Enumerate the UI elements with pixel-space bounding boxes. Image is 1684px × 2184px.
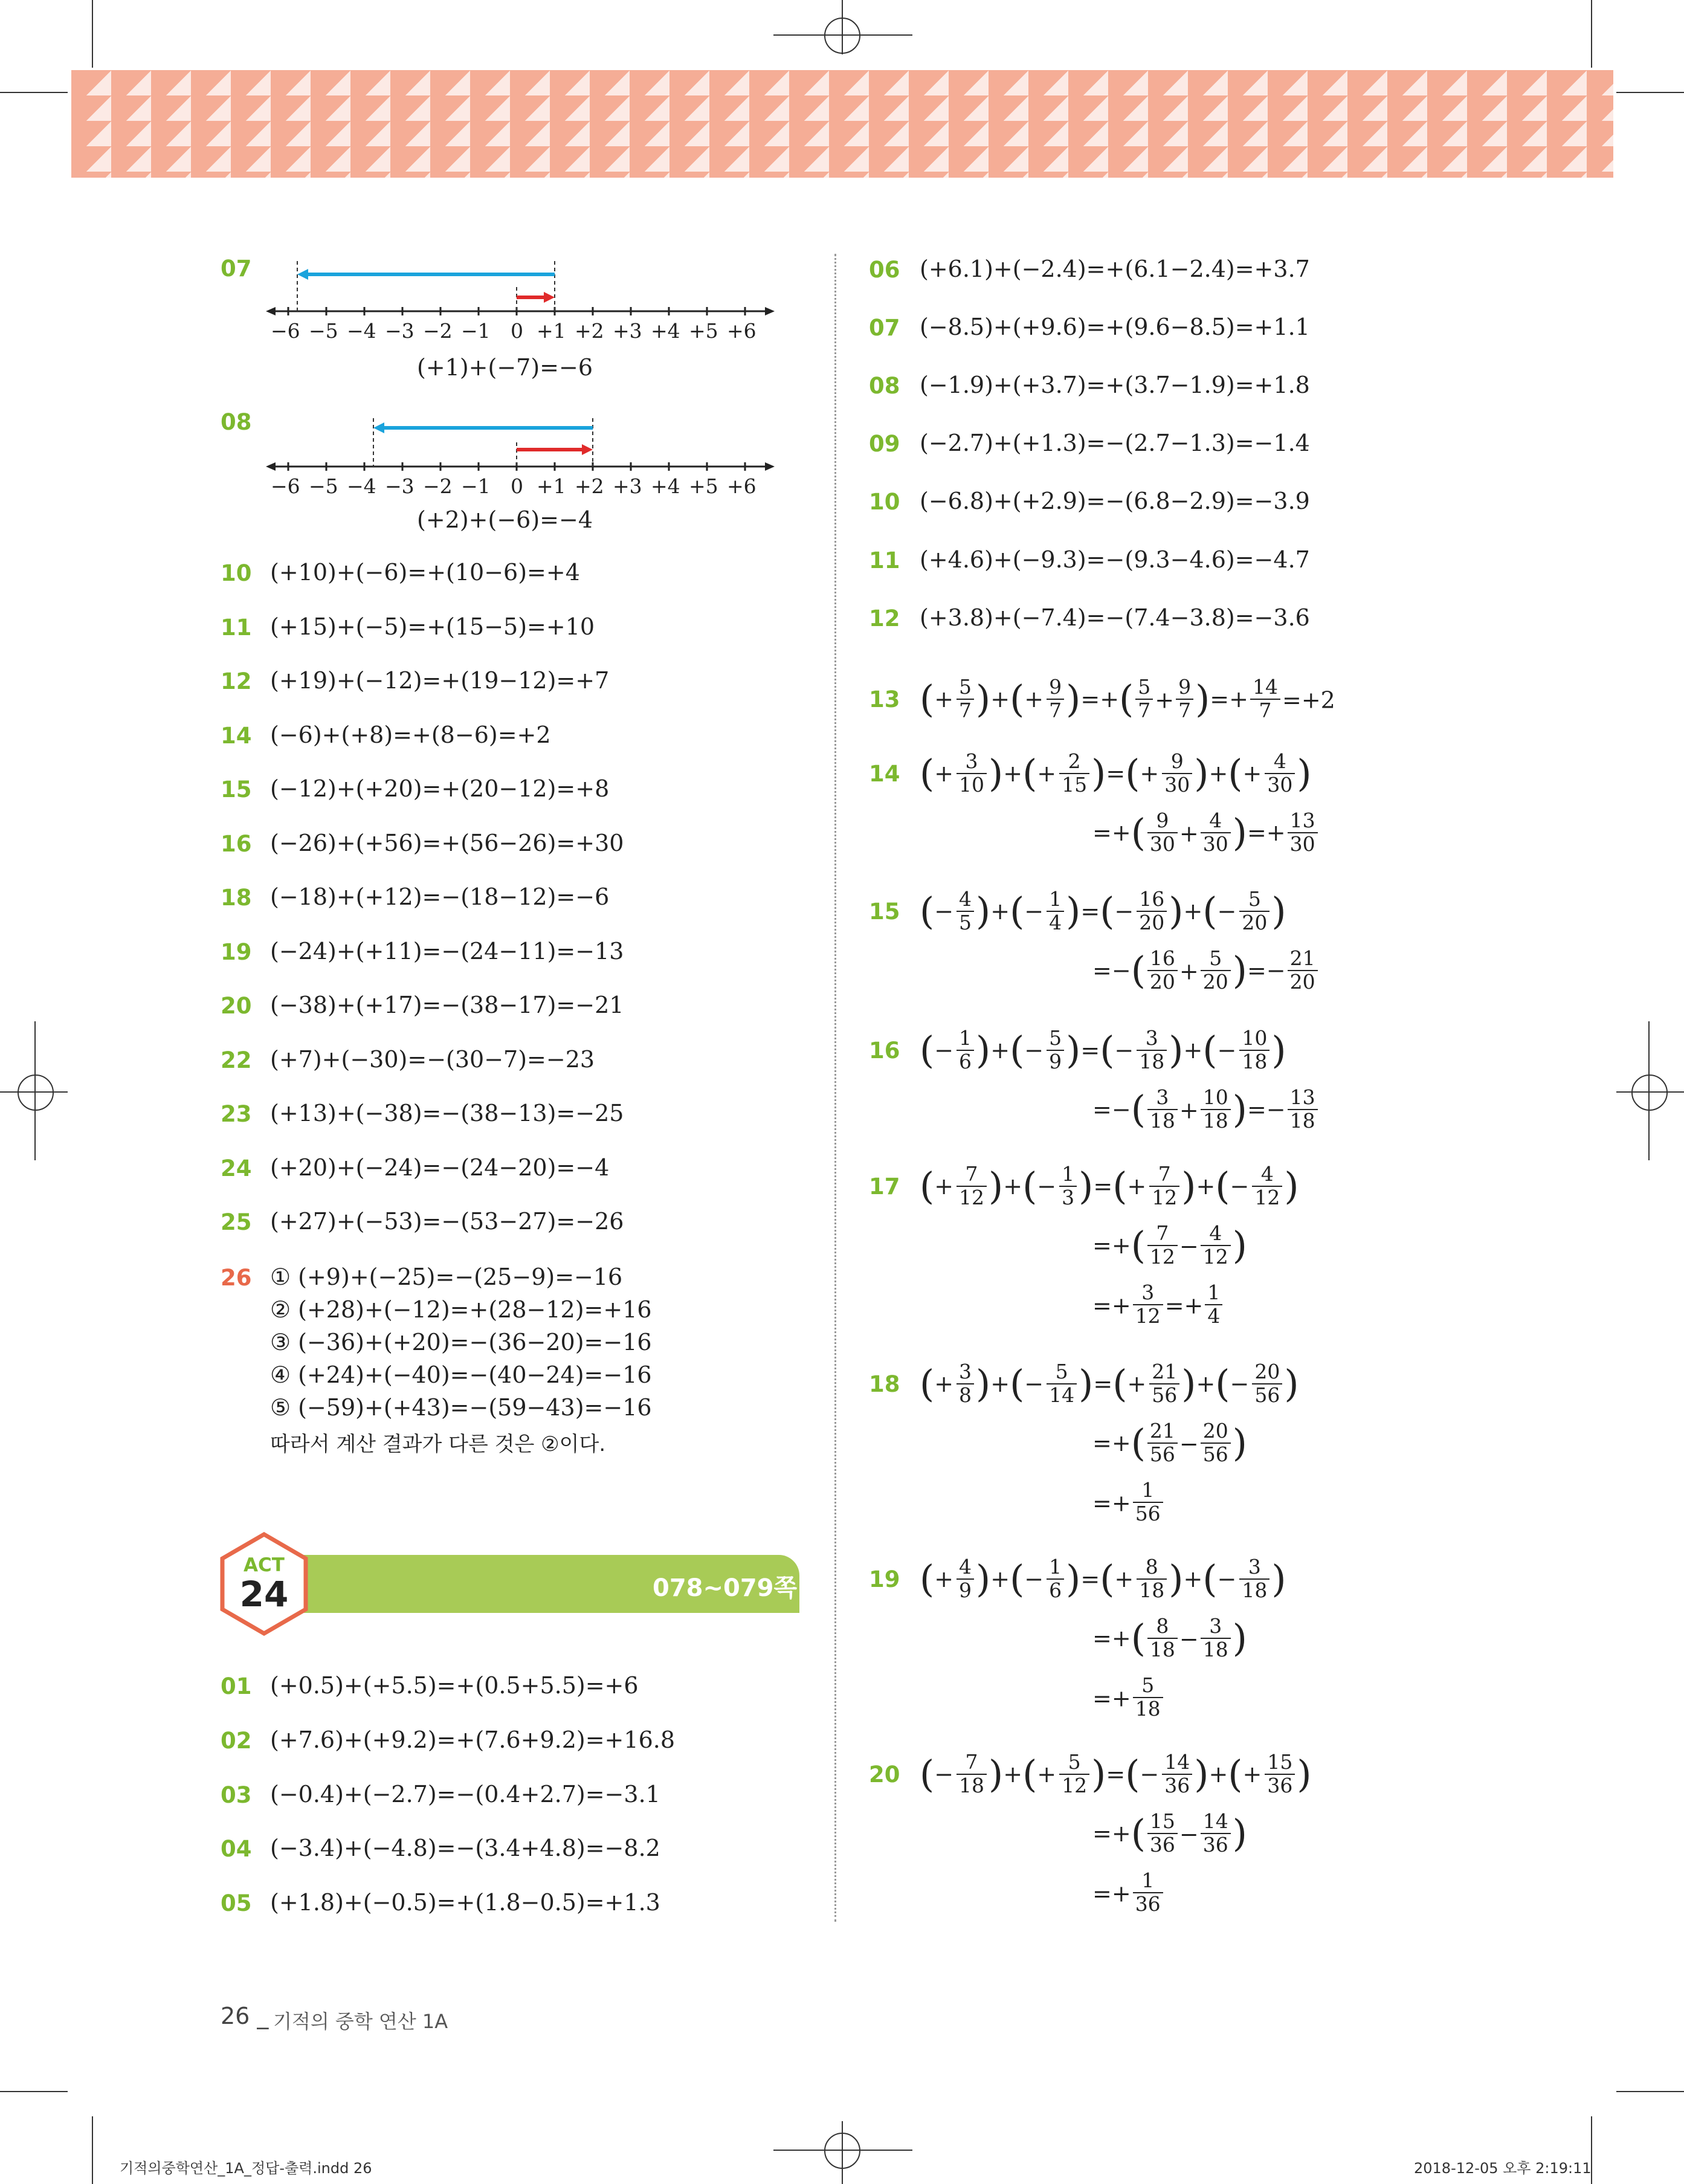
fraction-equation-line: ( + 7 12 )+( − 1 3 )=( + 7 12 )+( − 4 12 ) — [920, 1162, 1299, 1209]
problem-number: 04 — [221, 1836, 252, 1862]
fraction-equation-line: =+ 5 18 — [1092, 1670, 1165, 1725]
problem-number: 26 — [221, 1265, 252, 1291]
tick-labels: −6 −5 −4 −3 −2 −1 0 +1 +2 +3 +4 +5 +6 — [271, 319, 757, 343]
book-title: 기적의 중학 연산 1A — [273, 2010, 448, 2033]
problem-number: 09 — [869, 431, 900, 457]
equation: (+13)+(−38)=−(38−13)=−25 — [270, 1100, 624, 1126]
equation: (+1.8)+(−0.5)=+(1.8−0.5)=+1.3 — [270, 1889, 660, 1916]
equation: (+10)+(−6)=+(10−6)=+4 — [270, 559, 580, 586]
fraction: + 9 30 — [1140, 751, 1194, 795]
fraction: 10 18 — [1199, 1087, 1233, 1131]
fraction: + 5 12 — [1037, 1752, 1091, 1796]
fraction: + 15 36 — [1242, 1752, 1297, 1796]
problem-number: 25 — [221, 1209, 252, 1235]
fraction: − 1 3 — [1037, 1164, 1079, 1208]
fraction-equation-line: ( + 3 8 )+( − 5 14 )=( + 21 56 )+( − 20 56 ) — [920, 1360, 1299, 1407]
equation: (−2.7)+(+1.3)=−(2.7−1.3)=−1.4 — [920, 430, 1310, 456]
equation: (−8.5)+(+9.6)=+(9.6−8.5)=+1.1 — [920, 314, 1310, 340]
problem-number: 11 — [221, 615, 252, 641]
equation: (+20)+(−24)=−(24−20)=−4 — [270, 1154, 610, 1181]
option-line: ⑤ (−59)+(+43)=−(59−43)=−16 — [270, 1394, 652, 1421]
fraction: 1 56 — [1131, 1480, 1165, 1524]
problem-number: 01 — [221, 1673, 252, 1699]
fraction: 9 30 — [1146, 810, 1179, 855]
fraction-equation-line: ( − 1 6 )+( − 5 9 )=( − 3 18 )+( − 10 18 ) — [920, 1026, 1286, 1073]
fraction: 3 18 — [1146, 1087, 1179, 1131]
option-line: ① (+9)+(−25)=−(25−9)=−16 — [270, 1264, 623, 1290]
problem-number: 10 — [869, 489, 900, 515]
fraction-equation-line: =+( 8 18 − 3 18 ) — [1092, 1614, 1247, 1661]
problem-number: 08 — [869, 373, 900, 399]
equation: (−0.4)+(−2.7)=−(0.4+2.7)=−3.1 — [270, 1781, 660, 1808]
fraction: 8 18 — [1146, 1616, 1179, 1660]
problem-number: 20 — [869, 1762, 900, 1788]
header-banner — [71, 70, 1613, 178]
fraction-equation-line: =+( 9 30 + 4 30 )=+ 13 30 — [1092, 806, 1320, 860]
fraction: + 5 7 — [934, 677, 976, 721]
equation: (−38)+(+17)=−(38−17)=−21 — [270, 992, 624, 1018]
equation: (−18)+(+12)=−(18−12)=−6 — [270, 884, 610, 910]
problem-number: 19 — [221, 939, 252, 965]
problem-number: 13 — [869, 687, 900, 712]
fraction: 16 20 — [1146, 948, 1179, 992]
fraction: 4 30 — [1199, 810, 1233, 855]
column-divider — [834, 254, 836, 1922]
option-line: ④ (+24)+(−40)=−(40−24)=−16 — [270, 1362, 652, 1388]
fraction: 14 36 — [1199, 1811, 1233, 1855]
equation: (+7.6)+(+9.2)=+(7.6+9.2)=+16.8 — [270, 1727, 676, 1753]
fraction: + 2 15 — [1037, 751, 1091, 795]
problem-number: 24 — [221, 1155, 252, 1181]
fraction: 21 56 — [1146, 1421, 1179, 1465]
fraction: − 16 20 — [1114, 889, 1169, 933]
fraction: 1 4 — [1203, 1282, 1224, 1326]
fraction: − 14 36 — [1140, 1752, 1194, 1796]
fraction: − 3 18 — [1217, 1557, 1271, 1601]
fraction: 14 7 — [1248, 677, 1282, 721]
fraction-equation-line: =+ 1 56 — [1092, 1475, 1165, 1530]
option-line: ③ (−36)+(+20)=−(36−20)=−16 — [270, 1329, 652, 1355]
fraction: − 5 14 — [1024, 1362, 1079, 1406]
fraction-equation-line: ( + 4 9 )+( − 1 6 )=( + 8 18 )+( − 3 18 ) — [920, 1555, 1286, 1602]
equation: (−6)+(+8)=+(8−6)=+2 — [270, 722, 551, 748]
act-page-range: 078~079쪽 — [653, 1574, 798, 1602]
equation: (−26)+(+56)=+(56−26)=+30 — [270, 830, 624, 856]
act-label: ACT — [244, 1554, 285, 1576]
equation: (+6.1)+(−2.4)=+(6.1−2.4)=+3.7 — [920, 256, 1310, 282]
fraction: − 5 20 — [1217, 889, 1271, 933]
equation: (+7)+(−30)=−(30−7)=−23 — [270, 1046, 595, 1073]
fraction: 5 20 — [1199, 948, 1233, 992]
fraction: 13 30 — [1286, 810, 1320, 855]
fraction: 13 18 — [1286, 1087, 1320, 1131]
fraction: 1 36 — [1131, 1870, 1165, 1914]
problem-number: 05 — [221, 1890, 252, 1916]
problem-number: 19 — [869, 1566, 900, 1592]
option-line: ② (+28)+(−12)=+(28−12)=+16 — [270, 1296, 652, 1323]
fraction-equation-line: =+( 15 36 − 14 36 ) — [1092, 1809, 1247, 1856]
equation: (+19)+(−12)=+(19−12)=+7 — [270, 667, 610, 694]
problem-number: 18 — [869, 1371, 900, 1397]
caption: (+1)+(−7)=−6 — [417, 354, 593, 381]
fraction: − 20 56 — [1230, 1362, 1284, 1406]
fraction-equation-line: ( − 7 18 )+( + 5 12 )=( − 14 36 )+( + 15 36 ) — [920, 1750, 1312, 1797]
problem-number: 12 — [221, 668, 252, 694]
fraction: + 3 10 — [934, 751, 989, 795]
equation: (−24)+(+11)=−(24−11)=−13 — [270, 938, 624, 964]
equation: (−1.9)+(+3.7)=+(3.7−1.9)=+1.8 — [920, 372, 1310, 398]
file-slug: 기적의중학연산_1A_정답-출력.indd 26 — [120, 2160, 372, 2177]
fraction: − 3 18 — [1114, 1028, 1169, 1072]
fraction: + 4 30 — [1242, 751, 1297, 795]
fraction: + 7 12 — [1127, 1164, 1181, 1208]
problem-number: 14 — [869, 761, 900, 787]
problem-number: 15 — [221, 777, 252, 803]
fraction: + 9 7 — [1024, 677, 1066, 721]
fraction: + 3 8 — [934, 1362, 976, 1406]
fraction-equation-line: =+( 7 12 − 4 12 ) — [1092, 1221, 1247, 1268]
fraction: 4 12 — [1199, 1223, 1233, 1267]
print-timestamp: 2018-12-05 오후 2:19:11 — [1414, 2160, 1592, 2177]
fraction-equation-line: =−( 3 18 + 10 18 )=− 13 18 — [1092, 1082, 1320, 1137]
equation: (+4.6)+(−9.3)=−(9.3−4.6)=−4.7 — [920, 546, 1310, 573]
problem-number: 16 — [869, 1038, 900, 1064]
fraction: − 1 6 — [1024, 1557, 1066, 1601]
equation: (−3.4)+(−4.8)=−(3.4+4.8)=−8.2 — [270, 1835, 660, 1861]
fraction: − 7 18 — [934, 1752, 989, 1796]
fraction: − 1 6 — [934, 1028, 976, 1072]
fraction: 3 18 — [1199, 1616, 1233, 1660]
problem-number: 10 — [221, 560, 252, 586]
problem-number: 22 — [221, 1047, 252, 1073]
problem-number: 03 — [221, 1782, 252, 1808]
fraction: 7 12 — [1146, 1223, 1179, 1267]
fraction: + 8 18 — [1114, 1557, 1169, 1601]
problem-number: 11 — [869, 548, 900, 573]
fraction-equation-line: ( − 4 5 )+( − 1 4 )=( − 16 20 )+( − 5 20 ) — [920, 887, 1286, 934]
fraction-equation-line: ( + 5 7 )+( + 9 7 )=+( 5 7 + 9 7 )=+ 14 7 =+2 — [920, 675, 1335, 722]
fraction: 5 18 — [1131, 1675, 1165, 1719]
fraction: + 21 56 — [1127, 1362, 1181, 1406]
equation: (+0.5)+(+5.5)=+(0.5+5.5)=+6 — [270, 1672, 639, 1699]
fraction: 9 7 — [1174, 677, 1195, 721]
problem-number: 07 — [221, 256, 252, 282]
fraction-equation-line: ( + 3 10 )+( + 2 15 )=( + 9 30 )+( + 4 30 ) — [920, 749, 1312, 796]
fraction: + 4 9 — [934, 1557, 976, 1601]
fraction: 21 20 — [1286, 948, 1320, 992]
fraction-equation-line: =−( 16 20 + 5 20 )=− 21 20 — [1092, 943, 1320, 998]
fraction: − 10 18 — [1217, 1028, 1271, 1072]
tick-labels: −6 −5 −4 −3 −2 −1 0 +1 +2 +3 +4 +5 +6 — [271, 474, 757, 498]
fraction-equation-line: =+ 3 12 =+ 1 4 — [1092, 1278, 1224, 1332]
problem-number: 07 — [869, 315, 900, 341]
problem-number: 06 — [869, 257, 900, 283]
fraction: + 7 12 — [934, 1164, 989, 1208]
problem-number: 17 — [869, 1174, 900, 1200]
problem-number: 14 — [221, 723, 252, 749]
equation: (+15)+(−5)=+(15−5)=+10 — [270, 613, 595, 640]
problem-number: 08 — [221, 409, 252, 435]
equation: (+3.8)+(−7.4)=−(7.4−3.8)=−3.6 — [920, 604, 1310, 631]
equation: (−12)+(+20)=+(20−12)=+8 — [270, 775, 610, 802]
fraction: − 4 12 — [1230, 1164, 1284, 1208]
problem-number: 12 — [869, 606, 900, 632]
fraction-equation-line: =+ 1 36 — [1092, 1866, 1165, 1920]
page-number: 26 _ — [221, 2003, 269, 2029]
conclusion: 따라서 계산 결과가 다른 것은 ②이다. — [270, 1432, 606, 1456]
fraction: 3 12 — [1131, 1282, 1165, 1326]
caption: (+2)+(−6)=−4 — [417, 506, 593, 533]
problem-number: 16 — [221, 831, 252, 857]
equation: (−6.8)+(+2.9)=−(6.8−2.9)=−3.9 — [920, 488, 1310, 514]
problem-number: 02 — [221, 1728, 252, 1754]
fraction: 5 7 — [1134, 677, 1155, 721]
fraction: − 5 9 — [1024, 1028, 1066, 1072]
fraction-equation-line: =+( 21 56 − 20 56 ) — [1092, 1419, 1247, 1466]
problem-number: 18 — [221, 885, 252, 911]
fraction: 20 56 — [1199, 1421, 1233, 1465]
fraction: − 4 5 — [934, 889, 976, 933]
problem-number: 20 — [221, 993, 252, 1019]
equation: (+27)+(−53)=−(53−27)=−26 — [270, 1208, 624, 1235]
problem-number: 15 — [869, 899, 900, 925]
fraction: 15 36 — [1146, 1811, 1179, 1855]
fraction: − 1 4 — [1024, 889, 1066, 933]
act-number: 24 — [239, 1574, 289, 1615]
problem-number: 23 — [221, 1101, 252, 1127]
